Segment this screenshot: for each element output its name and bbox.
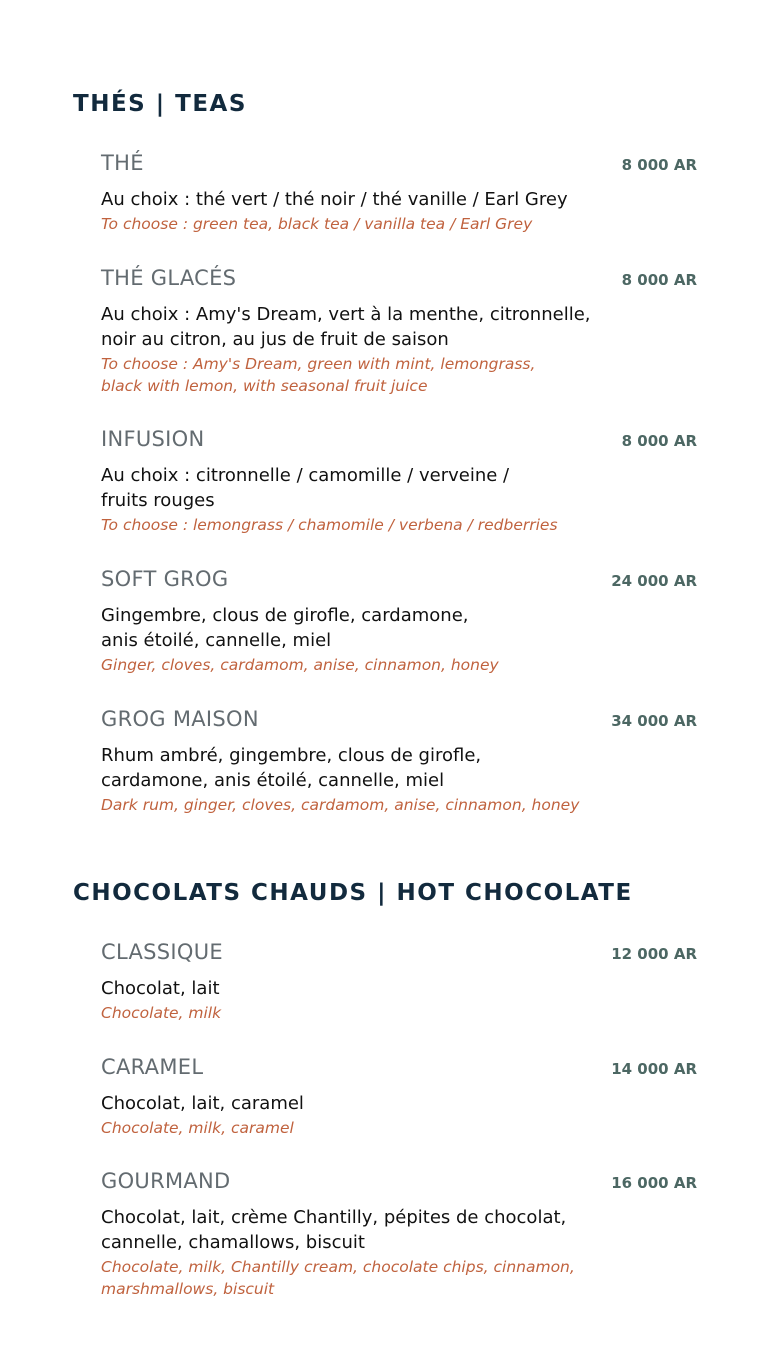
- item-description-en: [101, 353, 641, 397]
- item-name: CARAMEL: [101, 1055, 204, 1079]
- item-description-fr: [101, 187, 641, 212]
- desc-fr-line: Au choix : citronnelle / camomille / verveine /: [101, 465, 510, 486]
- desc-fr-line: Gingembre, clous de girofle, cardamone,: [101, 605, 469, 626]
- desc-en-line: Chocolate, milk: [101, 1004, 222, 1022]
- item-description-en: [101, 213, 641, 235]
- item-name: INFUSION: [101, 427, 205, 451]
- item-description-fr: [101, 976, 641, 1001]
- menu-item-grog-maison: [101, 706, 697, 816]
- desc-en-line: Chocolate, milk, Chantilly cream, chocolate chips, cinnamon,: [101, 1258, 575, 1276]
- desc-en-line: To choose : green tea, black tea / vanilla tea / Earl Grey: [101, 215, 533, 233]
- item-price: 34 000 AR: [611, 712, 697, 730]
- item-price: 24 000 AR: [611, 572, 697, 590]
- item-price: 14 000 AR: [611, 1060, 697, 1078]
- item-description-en: [101, 514, 641, 536]
- desc-fr-line: Au choix : Amy's Dream, vert à la menthe, citronnelle,: [101, 304, 591, 325]
- section-title-hot-chocolate: CHOCOLATS CHAUDS | HOT CHOCOLATE: [73, 880, 633, 906]
- item-description-fr: [101, 1091, 641, 1116]
- item-description-en: [101, 794, 641, 816]
- menu-item-the: [101, 150, 697, 235]
- item-price: 8 000 AR: [621, 432, 697, 450]
- item-description-en: [101, 1117, 641, 1139]
- desc-en-line: marshmallows, biscuit: [101, 1280, 275, 1298]
- item-name: GOURMAND: [101, 1169, 231, 1193]
- desc-fr-line: anis étoilé, cannelle, miel: [101, 630, 332, 651]
- item-description-fr: [101, 302, 641, 352]
- desc-en-line: To choose : Amy's Dream, green with mint, lemongrass,: [101, 355, 536, 373]
- menu-item-caramel: [101, 1054, 697, 1139]
- desc-fr-line: Chocolat, lait, crème Chantilly, pépites de chocolat,: [101, 1207, 567, 1228]
- desc-en-line: Chocolate, milk, caramel: [101, 1119, 294, 1137]
- desc-fr-line: noir au citron, au jus de fruit de saison: [101, 329, 449, 350]
- menu-item-the-glaces: [101, 265, 697, 397]
- desc-fr-line: Chocolat, lait: [101, 978, 220, 999]
- desc-en-line: black with lemon, with seasonal fruit juice: [101, 377, 428, 395]
- item-name: THÉ GLACÉS: [101, 266, 237, 290]
- item-description-en: [101, 654, 641, 676]
- item-price: 8 000 AR: [621, 156, 697, 174]
- desc-en-line: To choose : lemongrass / chamomile / verbena / redberries: [101, 516, 558, 534]
- item-name: GROG MAISON: [101, 707, 259, 731]
- desc-fr-line: Au choix : thé vert / thé noir / thé vanille / Earl Grey: [101, 189, 568, 210]
- item-description-fr: [101, 603, 641, 653]
- item-price: 8 000 AR: [621, 271, 697, 289]
- menu-item-gourmand: [101, 1168, 697, 1300]
- desc-en-line: Ginger, cloves, cardamom, anise, cinnamon, honey: [101, 656, 499, 674]
- desc-fr-line: Chocolat, lait, caramel: [101, 1093, 304, 1114]
- item-description-fr: [101, 463, 641, 513]
- section-title-teas: THÉS | TEAS: [73, 91, 247, 117]
- item-price: 12 000 AR: [611, 945, 697, 963]
- item-name: THÉ: [101, 151, 144, 175]
- item-description-en: [101, 1256, 641, 1300]
- item-price: 16 000 AR: [611, 1174, 697, 1192]
- desc-fr-line: fruits rouges: [101, 490, 215, 511]
- desc-fr-line: cardamone, anis étoilé, cannelle, miel: [101, 770, 445, 791]
- desc-en-line: Dark rum, ginger, cloves, cardamom, anise, cinnamon, honey: [101, 796, 580, 814]
- desc-fr-line: Rhum ambré, gingembre, clous de girofle,: [101, 745, 482, 766]
- item-description-fr: [101, 743, 641, 793]
- menu-item-soft-grog: [101, 566, 697, 676]
- item-description-fr: [101, 1205, 641, 1255]
- menu-item-infusion: [101, 426, 697, 536]
- desc-fr-line: cannelle, chamallows, biscuit: [101, 1232, 365, 1253]
- item-description-en: [101, 1002, 641, 1024]
- item-name: SOFT GROG: [101, 567, 229, 591]
- item-name: CLASSIQUE: [101, 940, 223, 964]
- menu-item-classique: [101, 939, 697, 1024]
